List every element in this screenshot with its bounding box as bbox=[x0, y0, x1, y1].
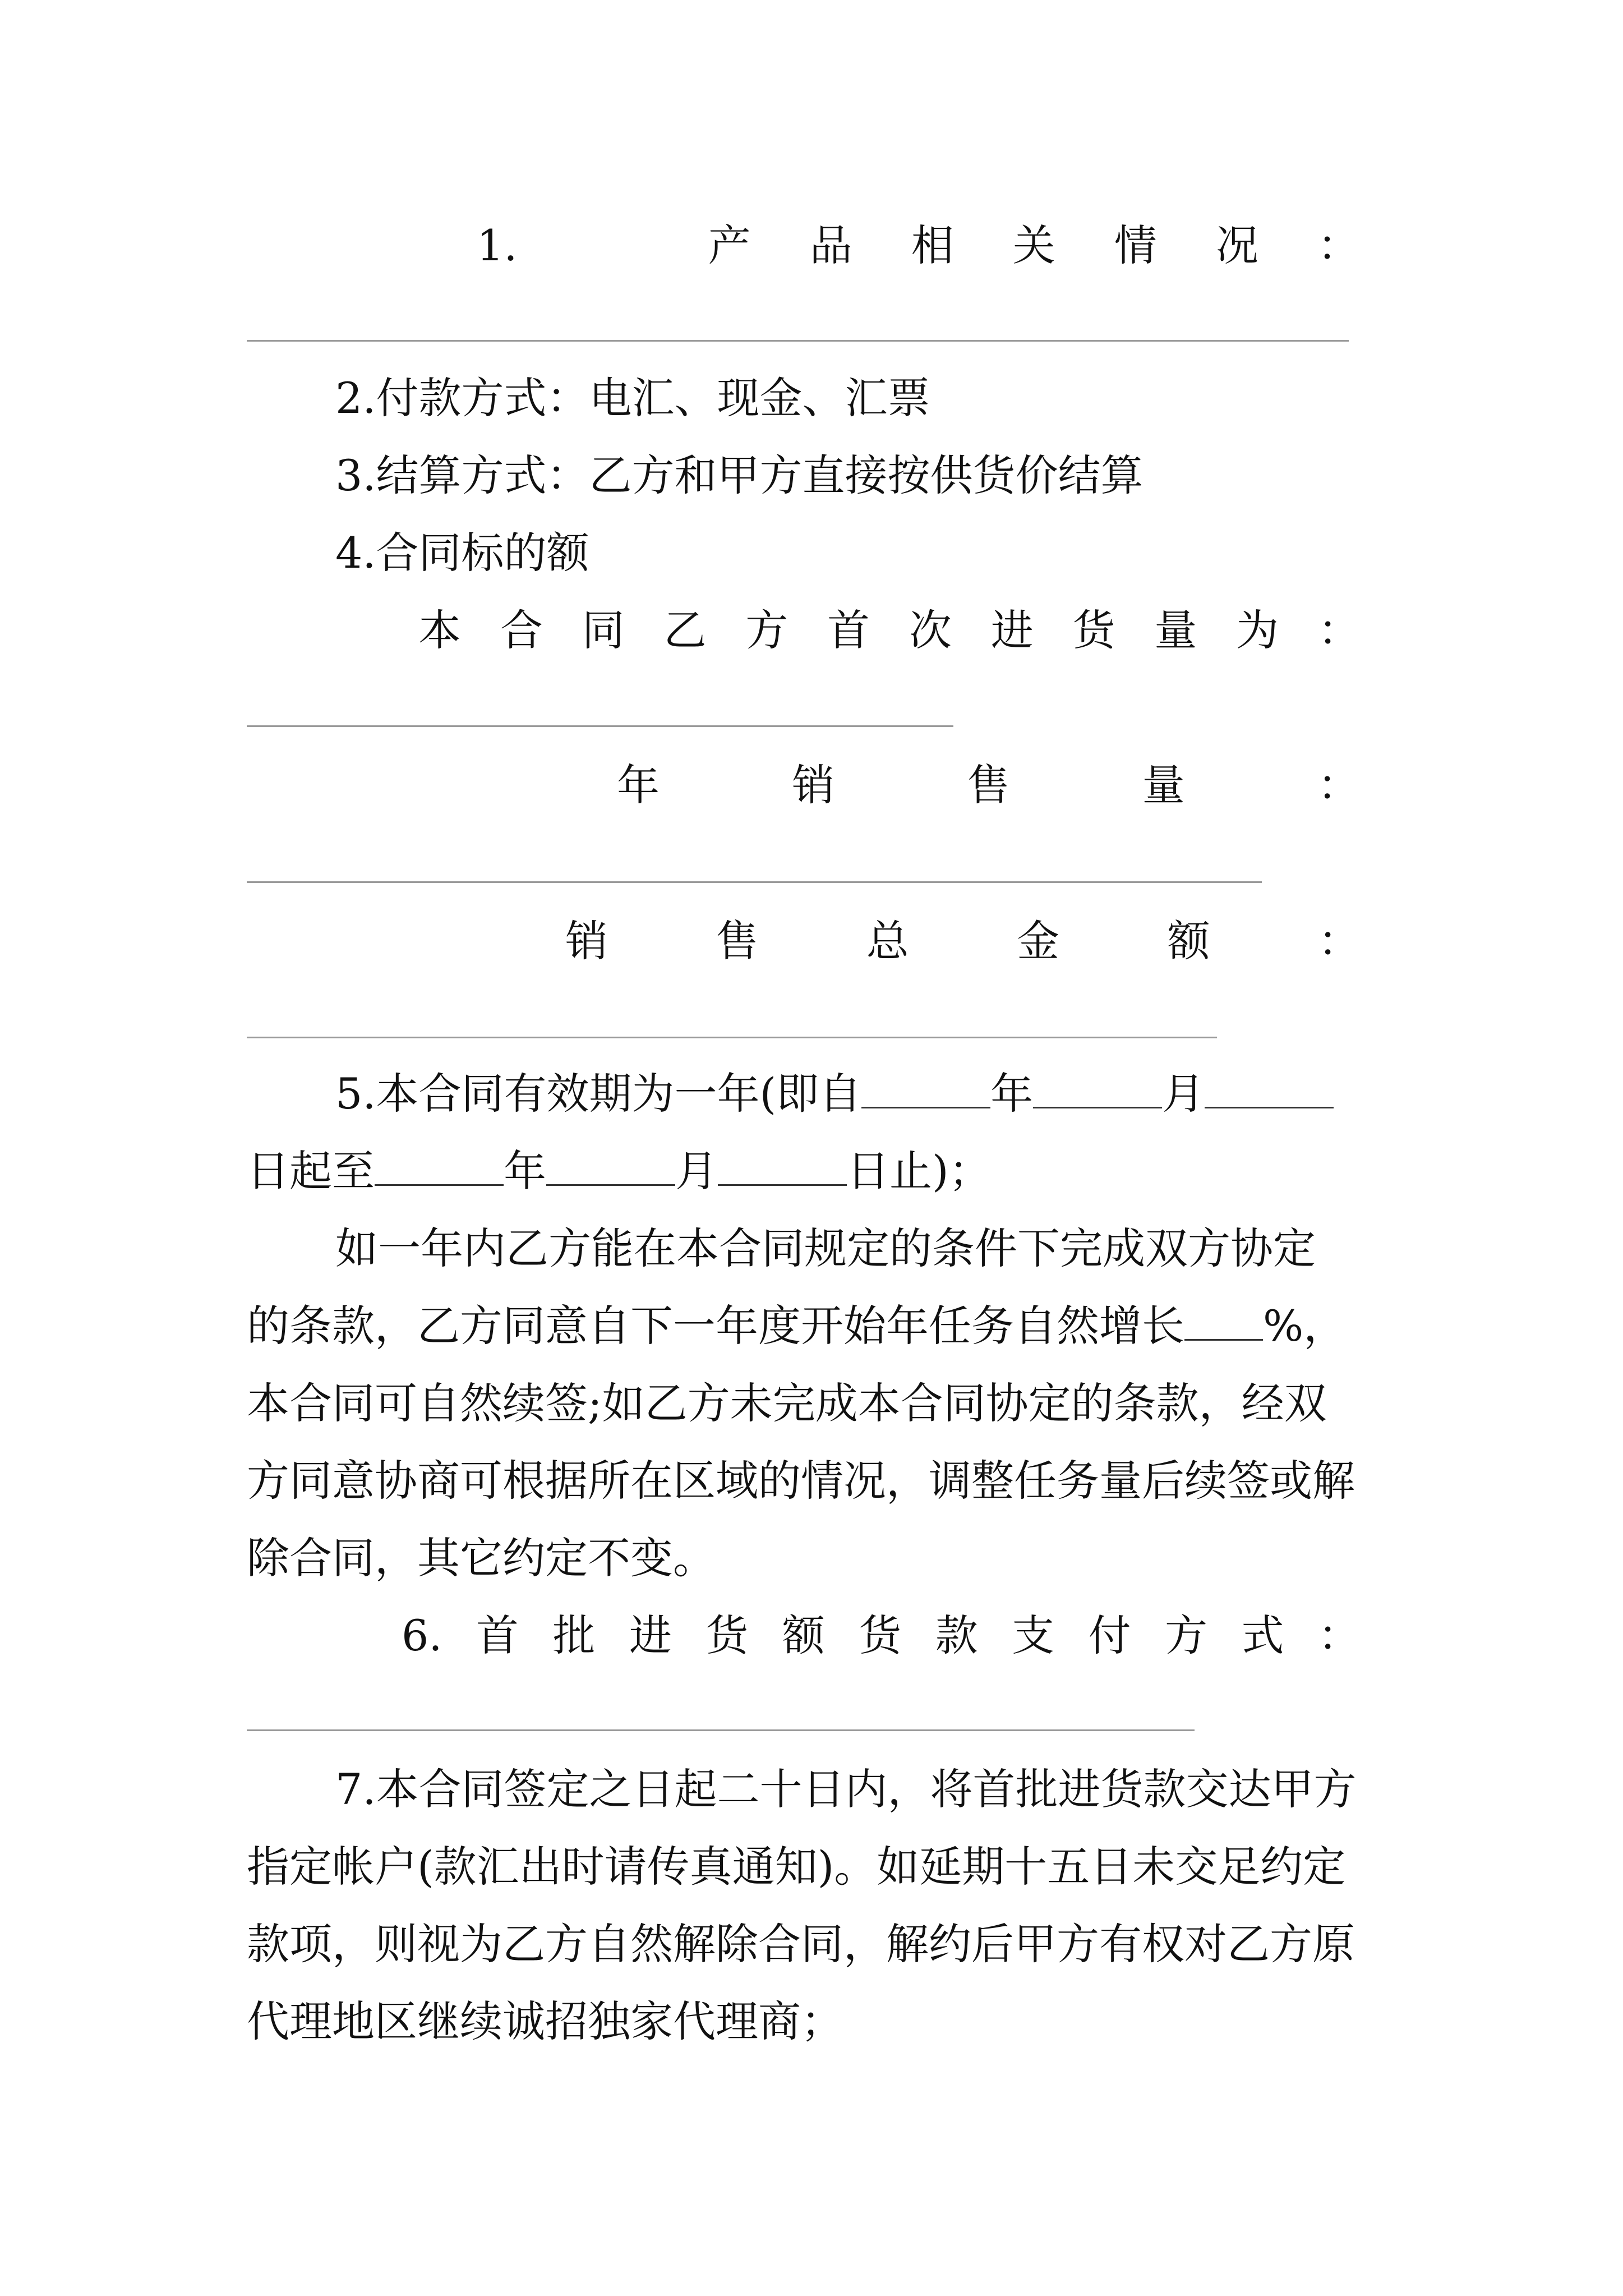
first-order-char: 货 bbox=[1072, 605, 1115, 655]
first-order-char: 方 bbox=[745, 605, 789, 655]
first-order-char: 首 bbox=[827, 605, 870, 655]
item1-char: 关 bbox=[1012, 220, 1055, 270]
total-amount-char: 金 bbox=[1017, 916, 1060, 966]
item6-char: 货 bbox=[706, 1611, 749, 1660]
blank-field bbox=[546, 1145, 675, 1186]
item7-line2: 指定帐户(款汇出时请传真通知)。如延期十五日未交足约定 bbox=[247, 1842, 1346, 1892]
item5-month-label: 月 bbox=[1162, 1069, 1205, 1119]
fill-line bbox=[247, 725, 953, 727]
item6-char: 付 bbox=[1088, 1611, 1131, 1660]
blank-field bbox=[861, 1068, 990, 1108]
first-order-char: 合 bbox=[500, 605, 543, 655]
item5-validity-line1 bbox=[335, 1055, 1485, 1133]
fill-line bbox=[247, 881, 1262, 883]
renewal-paragraph-line2 bbox=[247, 1287, 1396, 1365]
item5-year-label: 年 bbox=[504, 1146, 546, 1196]
first-order-quantity-label bbox=[418, 591, 1361, 670]
annual-sales-char: 售 bbox=[967, 760, 1010, 810]
annual-sales-char: 销 bbox=[792, 760, 835, 810]
blank-field bbox=[1205, 1068, 1334, 1108]
first-order-char: 本 bbox=[418, 605, 461, 655]
item4-contract-amount: 4.合同标的额 bbox=[335, 528, 589, 578]
item1-heading bbox=[477, 206, 1360, 285]
renewal-paragraph-line4: 方同意协商可根据所在区域的情况，调整任务量后续签或解 bbox=[247, 1456, 1355, 1506]
first-order-char: 同 bbox=[582, 605, 625, 655]
first-order-char: 进 bbox=[990, 605, 1034, 655]
item6-char: 款 bbox=[935, 1611, 978, 1660]
renewal-paragraph-line3: 本合同可自然续签;如乙方未完成本合同协定的条款，经双 bbox=[247, 1378, 1327, 1428]
item6-number: 6. bbox=[402, 1611, 442, 1660]
blank-field bbox=[375, 1145, 504, 1186]
blank-field bbox=[718, 1145, 847, 1186]
first-order-char: 量 bbox=[1154, 605, 1197, 655]
item5-year-label: 年 bbox=[990, 1069, 1034, 1119]
renewal-text: 的条款，乙方同意自下一年度开始年任务自然增长 bbox=[247, 1301, 1184, 1351]
item6-char: 批 bbox=[552, 1611, 596, 1660]
first-order-char: 乙 bbox=[663, 605, 707, 655]
item6-colon: ： bbox=[1317, 1611, 1361, 1660]
item5-validity-line2 bbox=[247, 1132, 1396, 1211]
item2-payment-method: 2.付款方式：电汇、现金、汇票 bbox=[335, 373, 930, 423]
item6-char: 进 bbox=[629, 1611, 672, 1660]
item5-month-label: 月 bbox=[675, 1146, 718, 1196]
item1-char: 况 bbox=[1215, 220, 1258, 270]
item6-char: 式 bbox=[1241, 1611, 1284, 1660]
item6-char: 货 bbox=[859, 1611, 902, 1660]
item1-char: 情 bbox=[1114, 220, 1157, 270]
item6-char: 额 bbox=[782, 1611, 825, 1660]
total-amount-char: 总 bbox=[866, 916, 909, 966]
item6-char: 首 bbox=[476, 1611, 519, 1660]
annual-sales-char: 量 bbox=[1142, 760, 1185, 810]
first-order-colon: ： bbox=[1317, 605, 1361, 655]
total-amount-char: 售 bbox=[716, 916, 759, 966]
item6-char: 支 bbox=[1012, 1611, 1055, 1660]
first-order-char: 为 bbox=[1236, 605, 1279, 655]
item6-char: 方 bbox=[1165, 1611, 1208, 1660]
fill-line bbox=[247, 340, 1349, 342]
annual-sales-label bbox=[617, 746, 1360, 825]
annual-sales-char: 年 bbox=[617, 760, 660, 810]
total-sales-amount-label bbox=[565, 902, 1361, 981]
blank-field bbox=[1033, 1068, 1162, 1108]
item6-heading bbox=[402, 1596, 1361, 1675]
annual-sales-colon: ： bbox=[1317, 760, 1360, 810]
item1-char: 相 bbox=[911, 220, 954, 270]
item7-line3: 款项，则视为乙方自然解除合同，解约后甲方有权对乙方原 bbox=[247, 1919, 1355, 1969]
item5-text: 日起至 bbox=[247, 1146, 375, 1196]
item1-colon: ： bbox=[1317, 220, 1360, 270]
total-amount-char: 额 bbox=[1167, 916, 1210, 966]
item1-number: 1. bbox=[477, 220, 518, 270]
item1-char: 产 bbox=[708, 220, 751, 270]
item5-text: 5.本合同有效期为一年(即自 bbox=[335, 1069, 862, 1119]
item3-settlement-method: 3.结算方式：乙方和甲方直接按供货价结算 bbox=[335, 450, 1144, 500]
fill-line bbox=[247, 1037, 1217, 1038]
item1-char: 品 bbox=[809, 220, 852, 270]
item7-line1: 7.本合同签定之日起二十日内，将首批进货款交达甲方 bbox=[335, 1764, 1357, 1814]
first-order-char: 次 bbox=[909, 605, 952, 655]
total-amount-char: 销 bbox=[565, 916, 608, 966]
fill-line bbox=[247, 1729, 1195, 1731]
renewal-paragraph-line5: 除合同，其它约定不变。 bbox=[247, 1533, 716, 1583]
renewal-paragraph-line1: 如一年内乙方能在本合同规定的条件下完成双方协定 bbox=[335, 1223, 1316, 1273]
item5-text: 日止)； bbox=[847, 1146, 992, 1196]
item7-line4: 代理地区继续诚招独家代理商； bbox=[247, 1996, 843, 2046]
total-amount-colon: ： bbox=[1317, 916, 1361, 966]
renewal-text: %， bbox=[1263, 1301, 1347, 1351]
blank-field bbox=[1184, 1300, 1263, 1341]
